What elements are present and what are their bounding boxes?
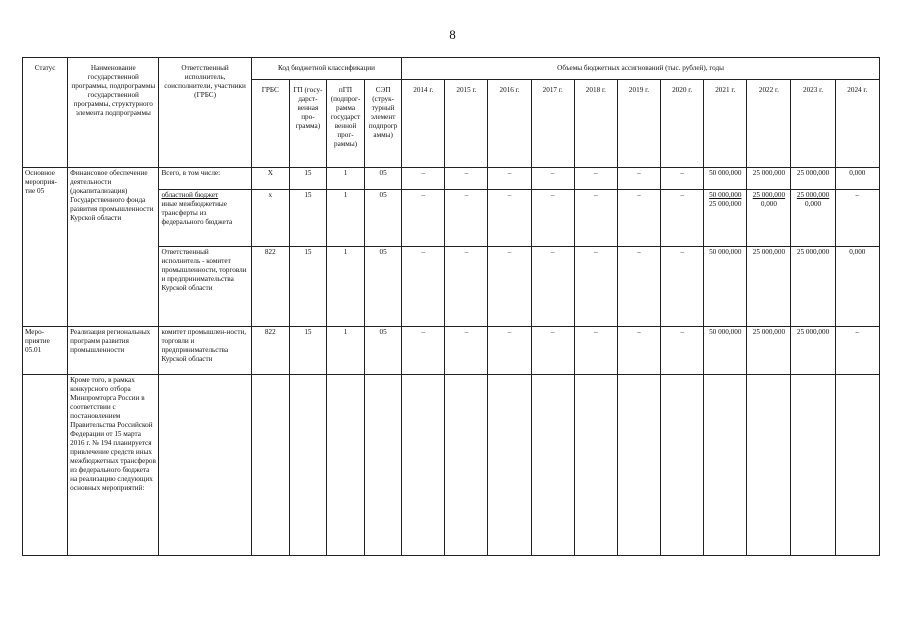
empty-cell <box>661 375 704 556</box>
year-value: – <box>574 327 617 375</box>
empty-cell <box>835 375 879 556</box>
year-value: – <box>835 190 879 247</box>
year-value: – <box>617 190 660 247</box>
table-row <box>23 168 880 190</box>
year-value: – <box>445 190 488 247</box>
sep-cell: 05 <box>365 190 402 247</box>
executor-cell: Ответственный исполнитель - комитет промышленности, торговли и предпринимательства Курской области <box>159 247 251 327</box>
pgp-cell: 1 <box>326 327 364 375</box>
year-value-federal: 25 000,000 <box>709 200 742 208</box>
year-value: – <box>574 247 617 327</box>
empty-cell <box>574 375 617 556</box>
table-row <box>23 327 880 375</box>
pgp-cell: 1 <box>326 190 364 247</box>
header-status: Статус <box>23 58 68 168</box>
empty-cell <box>251 375 289 556</box>
year-value-regional: 50 000,000 <box>709 191 742 199</box>
header-year: 2018 г. <box>574 80 617 168</box>
year-value: – <box>661 190 704 247</box>
year-value-split <box>704 190 747 247</box>
header-volumes: Объемы бюджетных ассигнований (тыс. рублей), годы <box>402 58 880 80</box>
sep-cell: 05 <box>365 168 402 190</box>
empty-cell <box>617 375 660 556</box>
header-year: 2021 г. <box>704 80 747 168</box>
year-value: – <box>402 190 445 247</box>
year-value: – <box>617 247 660 327</box>
year-value: – <box>617 327 660 375</box>
grbs-cell: x <box>251 190 289 247</box>
year-value: – <box>617 168 660 190</box>
empty-cell <box>488 375 531 556</box>
year-value: 0,000 <box>835 168 879 190</box>
header-year: 2019 г. <box>617 80 660 168</box>
gp-cell: 15 <box>289 327 326 375</box>
empty-cell <box>747 375 791 556</box>
year-value: 25 000,000 <box>747 327 791 375</box>
year-value: – <box>488 168 531 190</box>
empty-cell <box>23 375 68 556</box>
pgp-cell: 1 <box>326 247 364 327</box>
empty-cell <box>531 375 574 556</box>
header-row-1 <box>23 58 880 80</box>
year-value: – <box>445 247 488 327</box>
year-value-regional: 25 000,000 <box>752 191 786 199</box>
year-value: 50 000,000 <box>704 327 747 375</box>
header-year: 2016 г. <box>488 80 531 168</box>
note-cell: Кроме того, в рамках конкурсного отбора Минпромторга России в соответствии с постановлением Правительства Российской Федерации от 15 марта 2016 г. № 194 планируется привлечение средств иных межбюджетных трансферов из федерального бюджета на реализацию следующих основных мероприятий: <box>68 375 159 556</box>
empty-cell <box>402 375 445 556</box>
page-number: 8 <box>449 27 456 42</box>
executor-cell: Всего, в том числе: <box>159 168 251 190</box>
header-year: 2015 г. <box>445 80 488 168</box>
empty-cell <box>326 375 364 556</box>
pgp-cell: 1 <box>326 168 364 190</box>
budget-table <box>22 57 880 556</box>
year-value: – <box>488 190 531 247</box>
year-value: – <box>574 168 617 190</box>
year-value: 25 000,000 <box>791 168 835 190</box>
header-executor: Ответственный исполнитель, соисполнители, участники (ГРБС) <box>159 58 251 168</box>
year-value-regional: 25 000,000 <box>796 191 830 199</box>
year-value: – <box>531 327 574 375</box>
year-value: – <box>661 247 704 327</box>
header-gp: ГП (госу-дарст-венная про-грамма) <box>289 80 326 168</box>
empty-cell <box>289 375 326 556</box>
year-value: – <box>402 168 445 190</box>
year-value: – <box>402 247 445 327</box>
name-cell: Финансовое обеспечение деятельности (докапитализация) Государственного фонда развития промышленности Курской области <box>68 168 159 327</box>
header-year: 2020 г. <box>661 80 704 168</box>
gp-cell: 15 <box>289 168 326 190</box>
year-value: – <box>661 327 704 375</box>
empty-cell <box>791 375 835 556</box>
executor-cell: комитет промышлен-ности, торговли и предпринимательства Курской области <box>159 327 251 375</box>
year-value: 25 000,000 <box>791 327 835 375</box>
year-value-split <box>791 190 835 247</box>
status-cell: Меро-приятие 05.01 <box>23 327 68 375</box>
gp-cell: 15 <box>289 247 326 327</box>
year-value-federal: 0,000 <box>804 200 822 208</box>
year-value: – <box>531 190 574 247</box>
regional-budget-label: областной бюджет <box>161 191 219 199</box>
table-row <box>23 375 880 556</box>
header-year: 2024 г. <box>835 80 879 168</box>
header-name: Наименование государственной программы, подпрограммы государственной программы, структурного элемента подпрограммы <box>68 58 159 168</box>
sep-cell: 05 <box>365 247 402 327</box>
year-value: – <box>488 247 531 327</box>
year-value: 25 000,000 <box>747 168 791 190</box>
year-value: 50 000,000 <box>704 168 747 190</box>
year-value: – <box>574 190 617 247</box>
grbs-cell: X <box>251 168 289 190</box>
empty-cell <box>159 375 251 556</box>
year-value: – <box>835 327 879 375</box>
year-value-split <box>747 190 791 247</box>
header-pgp: пГП (подпрог-рамма государст венной прог-раммы) <box>326 80 364 168</box>
year-value: – <box>661 168 704 190</box>
year-value: – <box>488 327 531 375</box>
header-year: 2017 г. <box>531 80 574 168</box>
sep-cell: 05 <box>365 327 402 375</box>
grbs-cell: 822 <box>251 247 289 327</box>
federal-transfers-label: иные межбюджетные трансферты из федерального бюджета <box>161 200 233 226</box>
year-value: 25 000,000 <box>747 247 791 327</box>
year-value: – <box>531 247 574 327</box>
year-value: 25 000,000 <box>791 247 835 327</box>
empty-cell <box>365 375 402 556</box>
header-year: 2023 г. <box>791 80 835 168</box>
name-cell: Реализация региональных программ развития промышленности <box>68 327 159 375</box>
header-kbk: Код бюджетной классификации <box>251 58 401 80</box>
year-value: – <box>402 327 445 375</box>
year-value-federal: 0,000 <box>760 200 777 208</box>
empty-cell <box>704 375 747 556</box>
header-grbs: ГРБС <box>251 80 289 168</box>
year-value: – <box>531 168 574 190</box>
header-sep: СЭП (струк-турный элемент подпрогр аммы) <box>365 80 402 168</box>
year-value: – <box>445 327 488 375</box>
grbs-cell: 822 <box>251 327 289 375</box>
gp-cell: 15 <box>289 190 326 247</box>
year-value: 0,000 <box>835 247 879 327</box>
status-cell: Основное мероприя-тие 05 <box>23 168 68 327</box>
year-value: 50 000,000 <box>704 247 747 327</box>
executor-cell <box>159 190 251 247</box>
header-year: 2014 г. <box>402 80 445 168</box>
year-value: – <box>445 168 488 190</box>
header-year: 2022 г. <box>747 80 791 168</box>
empty-cell <box>445 375 488 556</box>
